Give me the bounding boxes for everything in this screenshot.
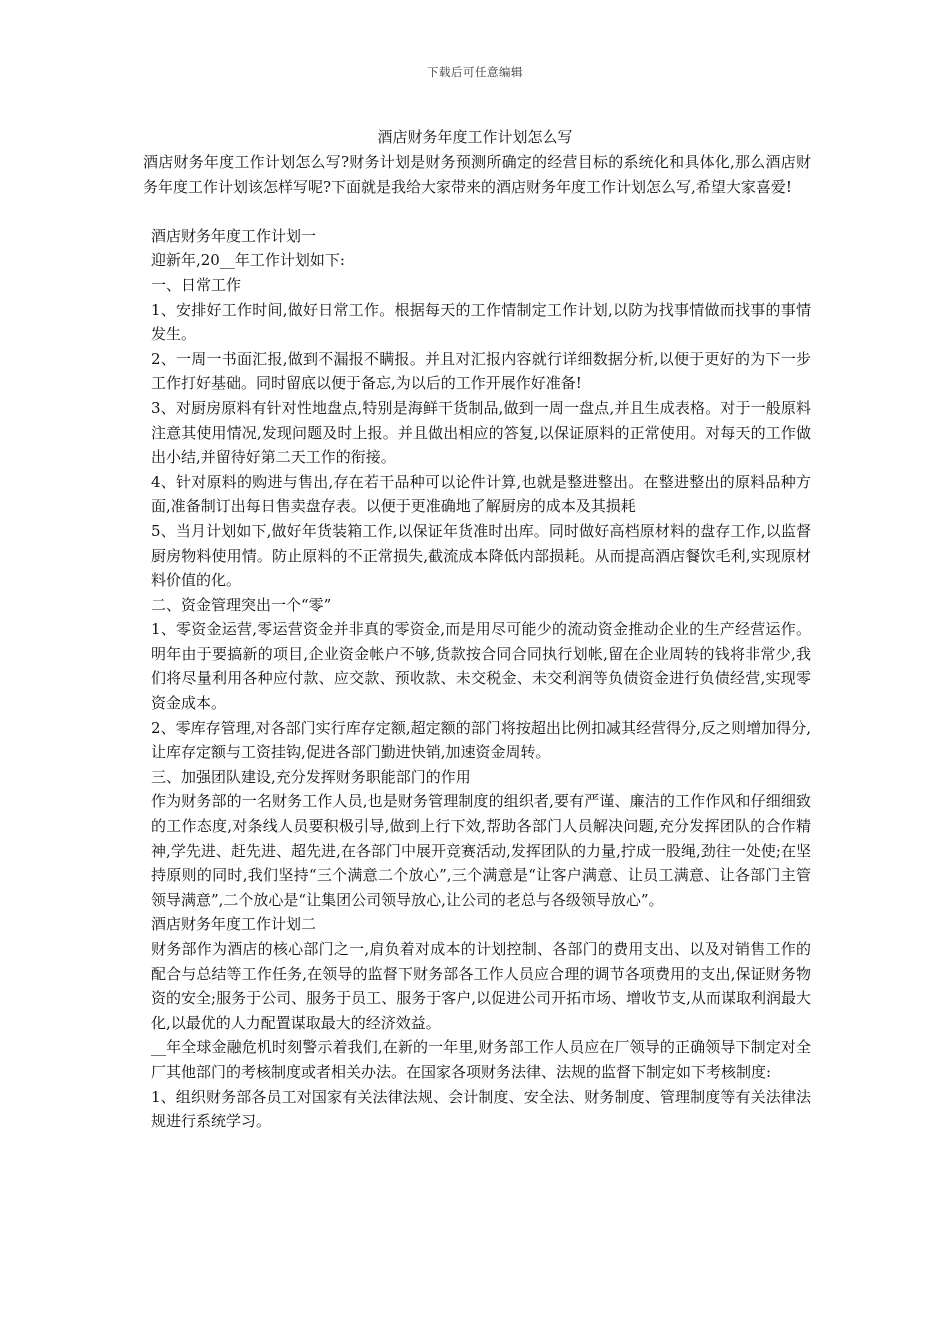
paragraph: 三、加强团队建设,充分发挥财务职能部门的作用 [151, 767, 471, 786]
paragraph: 3、对厨房原料有针对性地盘点,特别是海鲜干货制品,做到一周一盘点,并且生成表格。对于一般原料注意其使用情况,发现问题及时上报。并且做出相应的答复,以保证原料的正常使用。对每天的工作做出小结,并留待好第二天工作的衔接。 [151, 398, 811, 467]
paragraph: __年全球金融危机时刻警示着我们,在新的一年里,财务部工作人员应在厂领导的正确领导下制定对全厂其他部门的考核制度或者相关办法。在国家各项财务法律、法规的监督下制定如下考核制度: [151, 1038, 811, 1081]
paragraph: 1、安排好工作时间,做好日常工作。根据每天的工作情制定工作计划,以防为找事情做而找事的事情发生。 [151, 300, 811, 344]
page-header: 下载后可任意编辑 [427, 65, 523, 79]
paragraph: 1、组织财务部各员工对国家有关法律法规、会计制度、安全法、财务制度、管理制度等有关法律法规进行系统学习。 [151, 1087, 811, 1131]
document-body [143, 150, 811, 1134]
paragraph: 财务部作为酒店的核心部门之一,肩负着对成本的计划控制、各部门的费用支出、以及对销售工作的配合与总结等工作任务,在领导的监督下财务部各工作人员应合理的调节各项费用的支出,保证财务物资的安全;服务于公司、服务于员工、服务于客户,以促进公司开拓市场、增收节支,从而谋取利润最大化,以最优的人力配置谋取最大的经济效益。 [151, 940, 811, 1032]
paragraph: 二、资金管理突出一个“零” [151, 595, 332, 614]
paragraph: 2、一周一书面汇报,做到不漏报不瞒报。并且对汇报内容就行详细数据分析,以便于更好的为下一步工作打好基础。同时留底以便于备忘,为以后的工作开展作好准备! [151, 349, 811, 393]
document-title: 酒店财务年度工作计划怎么写 [377, 128, 573, 146]
paragraph: 1、零资金运营,零运营资金并非真的零资金,而是用尽可能少的流动资金推动企业的生产经营运作。明年由于要搞新的项目,企业资金帐户不够,货款按合同合同执行划帐,留在企业周转的钱将非常少,我们将尽量利用各种应付款、应交款、预收款、未交税金、未交利润等负债资金进行负债经营,实现零资金成本。 [151, 620, 811, 713]
paragraph: 作为财务部的一名财务工作人员,也是财务管理制度的组织者,要有严谨、廉洁的工作作风和仔细细致的工作态度,对条线人员要积极引导,做到上行下效,帮助各部门人员解决问题,充分发挥团队的合作精神,学先进、赶先进、超先进,在各部门中展开竞赛活动,发挥团队的力量,拧成一股绳,劲往一处使;在坚持原则的同时,我们坚持“三个满意二个放心”,三个满意是“让客户满意、让员工满意、让各部门主管领导满意”,二个放心是“让集团公司领导放心,让公司的老总与各级领导放心”。 [151, 792, 811, 909]
paragraph: 2、零库存管理,对各部门实行库存定额,超定额的部门将按超出比例扣减其经营得分,反之则增加得分,让库存定额与工资挂钩,促进各部门勤进快销,加速资金周转。 [151, 718, 811, 762]
paragraph: 酒店财务年度工作计划一 [151, 226, 317, 245]
blank-line [143, 199, 811, 224]
paragraph: 4、针对原料的购进与售出,存在若干品种可以论件计算,也就是整进整出。在整进整出的原料品种方面,准备制订出每日售卖盘存表。以便于更准确地了解厨房的成本及其损耗 [151, 472, 811, 516]
paragraph: 一、日常工作 [151, 275, 242, 294]
paragraph: 酒店财务年度工作计划怎么写?财务计划是财务预测所确定的经营目标的系统化和具体化,那么酒店财务年度工作计划该怎样写呢?下面就是我给大家带来的酒店财务年度工作计划怎么写,希望大家喜爱! [143, 153, 811, 196]
paragraph: 5、当月计划如下,做好年货装箱工作,以保证年货准时出库。同时做好高档原材料的盘存工作,以监督厨房物料使用情。防止原料的不正常损失,截流成本降低内部损耗。从而提高酒店餐饮毛利,实现原材料价值的化。 [151, 521, 811, 590]
paragraph: 酒店财务年度工作计划二 [151, 915, 317, 934]
paragraph: 迎新年,20__年工作计划如下: [151, 251, 345, 270]
